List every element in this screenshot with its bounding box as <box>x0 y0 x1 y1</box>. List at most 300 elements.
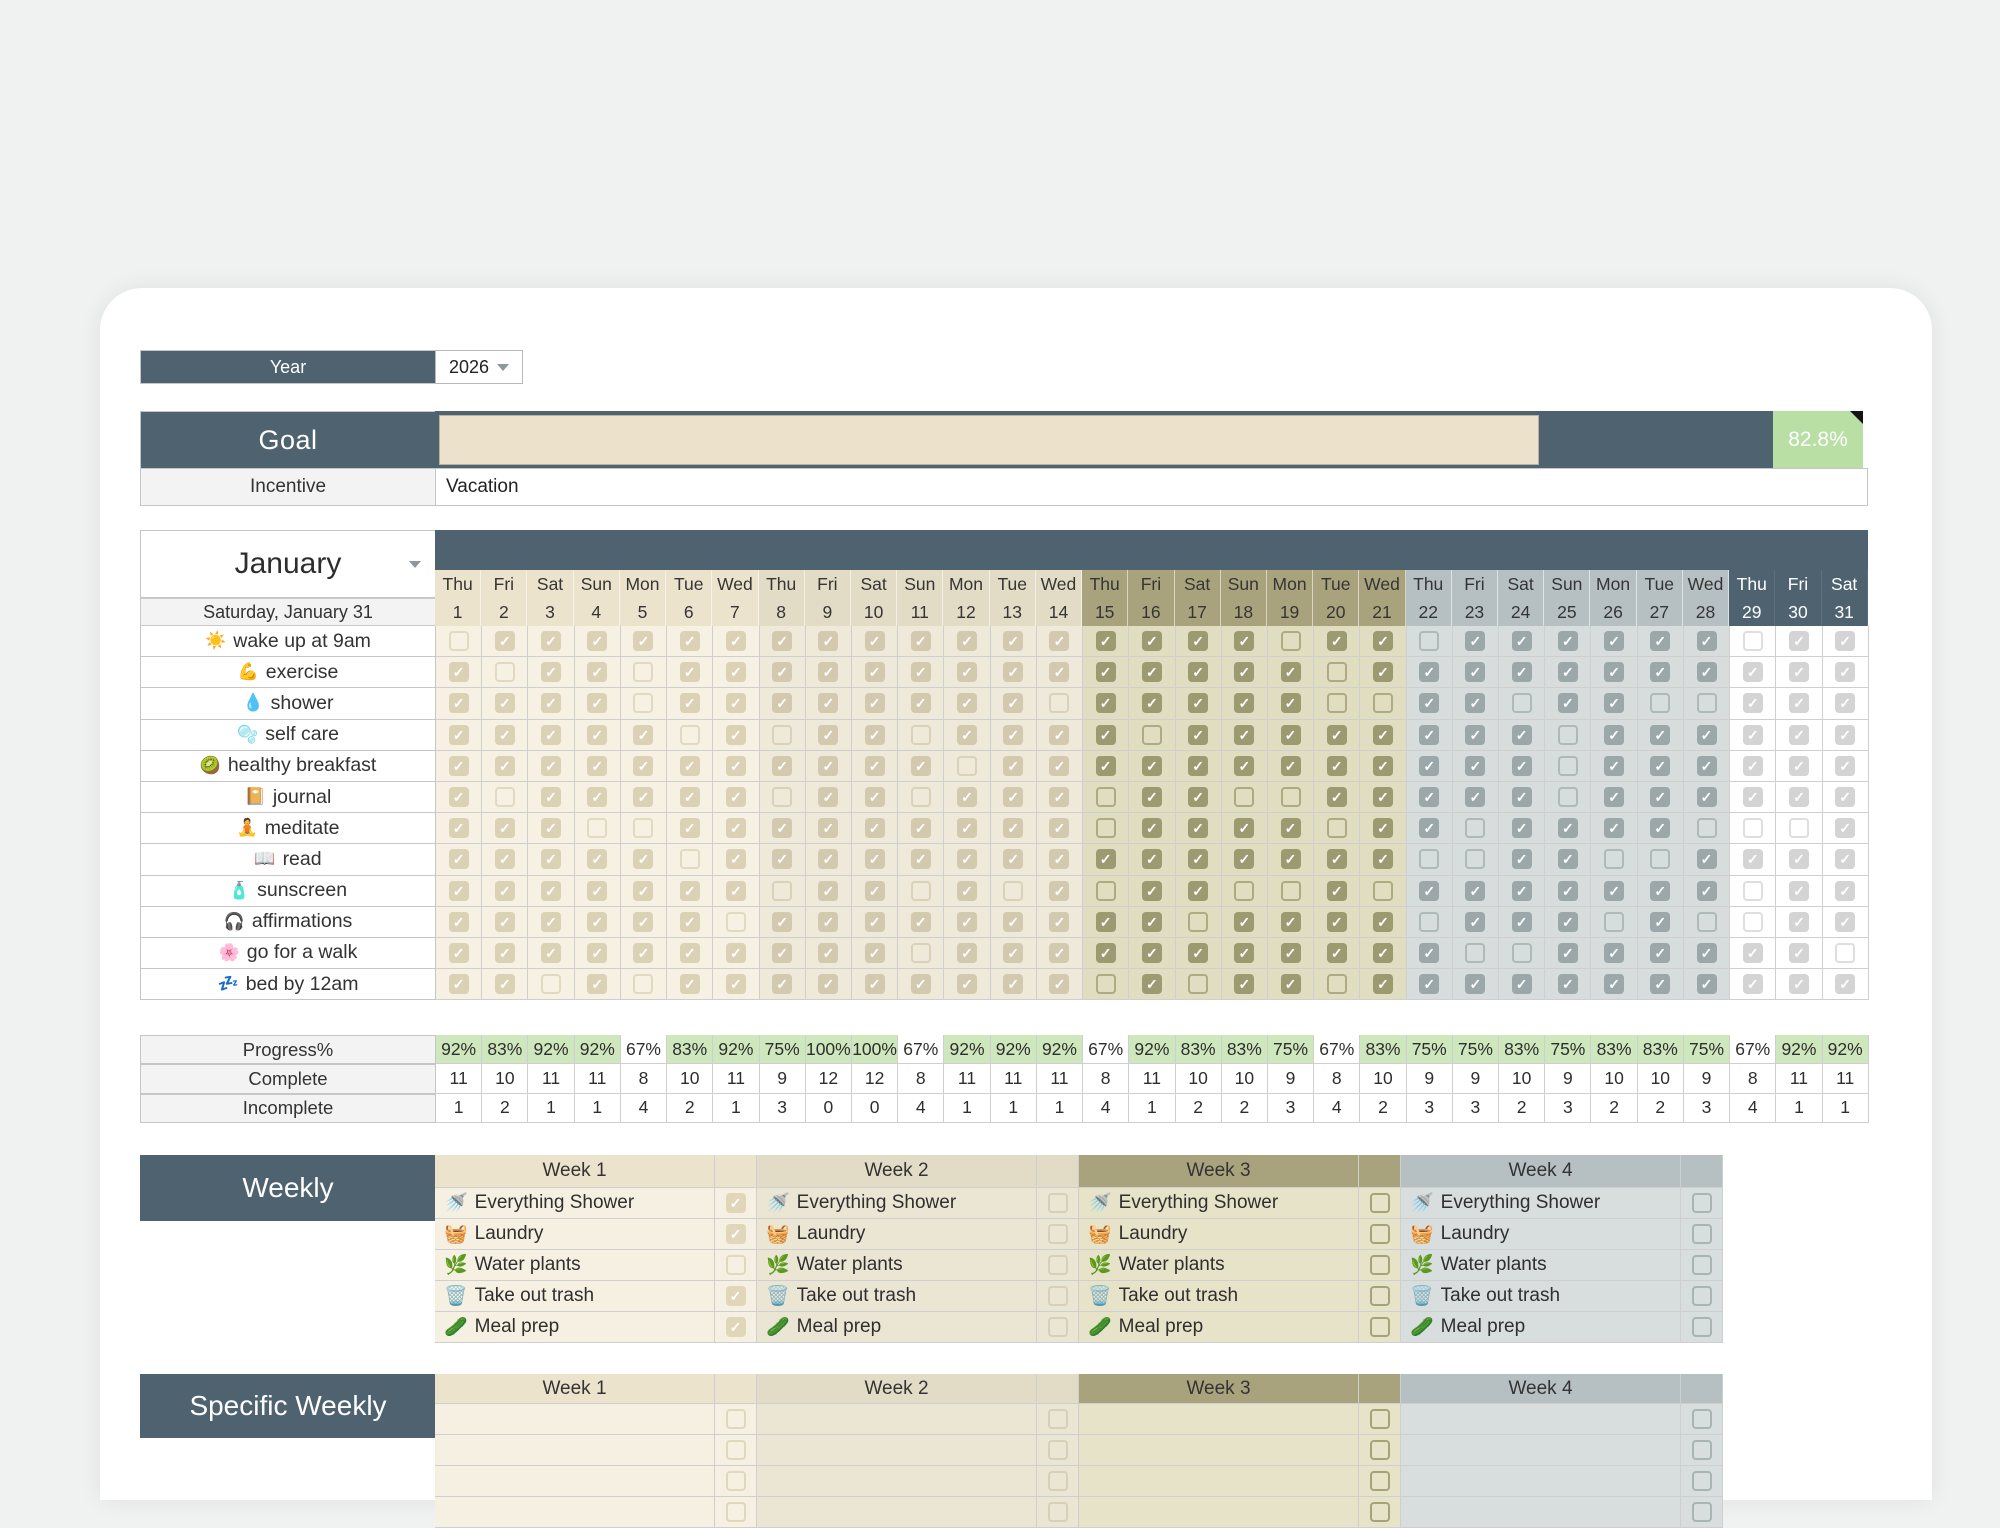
habit-checkbox[interactable]: ✓ <box>1650 974 1670 994</box>
habit-checkbox[interactable]: ✓ <box>1003 974 1023 994</box>
habit-checkbox[interactable]: ✓ <box>865 693 885 713</box>
habit-checkbox[interactable]: ✓ <box>1049 725 1069 745</box>
habit-checkbox[interactable]: ✓ <box>449 693 469 713</box>
habit-checkbox[interactable]: ✓ <box>1281 693 1301 713</box>
habit-checkbox[interactable]: ✓ <box>1234 818 1254 838</box>
specific-weekly-empty-cell[interactable] <box>1401 1404 1681 1435</box>
habit-checkbox[interactable]: ✓ <box>541 787 561 807</box>
specific-weekly-empty-cell[interactable] <box>757 1497 1037 1528</box>
habit-checkbox[interactable]: ✓ <box>1188 693 1208 713</box>
habit-checkbox[interactable]: ✓ <box>818 881 838 901</box>
habit-checkbox[interactable]: ✓ <box>1697 631 1717 651</box>
habit-checkbox[interactable] <box>1281 787 1301 807</box>
habit-checkbox[interactable]: ✓ <box>1188 881 1208 901</box>
habit-checkbox[interactable]: ✓ <box>818 943 838 963</box>
habit-checkbox[interactable] <box>1650 693 1670 713</box>
habit-checkbox[interactable]: ✓ <box>449 943 469 963</box>
habit-checkbox[interactable]: ✓ <box>1049 631 1069 651</box>
habit-checkbox[interactable]: ✓ <box>1835 849 1855 869</box>
habit-checkbox[interactable]: ✓ <box>1604 881 1624 901</box>
habit-checkbox[interactable]: ✓ <box>1373 756 1393 776</box>
habit-checkbox[interactable]: ✓ <box>1465 787 1485 807</box>
habit-checkbox[interactable] <box>449 631 469 651</box>
habit-checkbox[interactable]: ✓ <box>1604 693 1624 713</box>
habit-checkbox[interactable]: ✓ <box>1558 943 1578 963</box>
habit-checkbox[interactable]: ✓ <box>449 974 469 994</box>
specific-weekly-empty-cell[interactable] <box>435 1435 715 1466</box>
habit-checkbox[interactable]: ✓ <box>1650 631 1670 651</box>
habit-checkbox[interactable]: ✓ <box>587 881 607 901</box>
habit-checkbox[interactable]: ✓ <box>1327 787 1347 807</box>
habit-checkbox[interactable]: ✓ <box>495 974 515 994</box>
habit-checkbox[interactable]: ✓ <box>1650 818 1670 838</box>
specific-weekly-empty-cell[interactable] <box>435 1404 715 1435</box>
habit-checkbox[interactable] <box>1697 912 1717 932</box>
habit-checkbox[interactable]: ✓ <box>1835 881 1855 901</box>
habit-checkbox[interactable]: ✓ <box>726 943 746 963</box>
habit-checkbox[interactable]: ✓ <box>1743 693 1763 713</box>
habit-checkbox[interactable]: ✓ <box>1188 725 1208 745</box>
habit-checkbox[interactable] <box>957 756 977 776</box>
habit-checkbox[interactable]: ✓ <box>1835 787 1855 807</box>
habit-checkbox[interactable]: ✓ <box>726 631 746 651</box>
habit-checkbox[interactable] <box>1697 693 1717 713</box>
habit-checkbox[interactable] <box>1558 756 1578 776</box>
specific-weekly-empty-cell[interactable] <box>1401 1466 1681 1497</box>
habit-checkbox[interactable]: ✓ <box>1465 974 1485 994</box>
specific-weekly-empty-cell[interactable] <box>1079 1466 1359 1497</box>
habit-checkbox[interactable]: ✓ <box>1142 787 1162 807</box>
specific-weekly-checkbox[interactable] <box>726 1502 746 1522</box>
habit-checkbox[interactable]: ✓ <box>1327 725 1347 745</box>
habit-checkbox[interactable]: ✓ <box>818 787 838 807</box>
habit-checkbox[interactable]: ✓ <box>1697 787 1717 807</box>
habit-checkbox[interactable]: ✓ <box>1789 756 1809 776</box>
habit-checkbox[interactable]: ✓ <box>957 631 977 651</box>
habit-checkbox[interactable]: ✓ <box>1049 662 1069 682</box>
habit-checkbox[interactable]: ✓ <box>449 818 469 838</box>
month-dropdown[interactable] <box>140 530 436 598</box>
habit-checkbox[interactable] <box>1465 849 1485 869</box>
habit-checkbox[interactable]: ✓ <box>865 881 885 901</box>
habit-checkbox[interactable]: ✓ <box>957 818 977 838</box>
habit-checkbox[interactable]: ✓ <box>1465 662 1485 682</box>
habit-checkbox[interactable]: ✓ <box>1142 943 1162 963</box>
habit-checkbox[interactable]: ✓ <box>1096 849 1116 869</box>
habit-checkbox[interactable]: ✓ <box>1373 631 1393 651</box>
specific-weekly-checkbox[interactable] <box>1048 1502 1068 1522</box>
habit-checkbox[interactable]: ✓ <box>1142 974 1162 994</box>
habit-checkbox[interactable]: ✓ <box>1697 974 1717 994</box>
habit-checkbox[interactable]: ✓ <box>1234 974 1254 994</box>
habit-checkbox[interactable]: ✓ <box>818 693 838 713</box>
habit-checkbox[interactable]: ✓ <box>495 631 515 651</box>
habit-checkbox[interactable]: ✓ <box>1465 725 1485 745</box>
habit-checkbox[interactable] <box>1743 631 1763 651</box>
habit-checkbox[interactable]: ✓ <box>633 881 653 901</box>
habit-checkbox[interactable]: ✓ <box>1835 662 1855 682</box>
habit-checkbox[interactable]: ✓ <box>1465 693 1485 713</box>
habit-checkbox[interactable]: ✓ <box>680 787 700 807</box>
specific-weekly-checkbox[interactable] <box>1370 1471 1390 1491</box>
habit-checkbox[interactable]: ✓ <box>1234 662 1254 682</box>
habit-checkbox[interactable]: ✓ <box>1373 725 1393 745</box>
habit-checkbox[interactable]: ✓ <box>541 943 561 963</box>
habit-checkbox[interactable]: ✓ <box>1327 943 1347 963</box>
habit-checkbox[interactable]: ✓ <box>1003 787 1023 807</box>
habit-checkbox[interactable]: ✓ <box>449 662 469 682</box>
habit-checkbox[interactable]: ✓ <box>1743 662 1763 682</box>
habit-checkbox[interactable] <box>1327 818 1347 838</box>
habit-checkbox[interactable]: ✓ <box>1650 912 1670 932</box>
habit-checkbox[interactable] <box>1003 881 1023 901</box>
habit-checkbox[interactable]: ✓ <box>449 725 469 745</box>
habit-checkbox[interactable]: ✓ <box>772 662 792 682</box>
habit-checkbox[interactable]: ✓ <box>865 818 885 838</box>
habit-checkbox[interactable]: ✓ <box>1188 756 1208 776</box>
habit-checkbox[interactable]: ✓ <box>1512 662 1532 682</box>
habit-checkbox[interactable]: ✓ <box>1142 662 1162 682</box>
specific-weekly-checkbox[interactable] <box>1048 1471 1068 1491</box>
habit-checkbox[interactable]: ✓ <box>449 849 469 869</box>
habit-checkbox[interactable] <box>1419 849 1439 869</box>
habit-checkbox[interactable]: ✓ <box>495 693 515 713</box>
habit-checkbox[interactable]: ✓ <box>911 631 931 651</box>
habit-checkbox[interactable] <box>1789 818 1809 838</box>
habit-checkbox[interactable]: ✓ <box>1142 756 1162 776</box>
habit-checkbox[interactable]: ✓ <box>541 818 561 838</box>
habit-checkbox[interactable]: ✓ <box>1465 631 1485 651</box>
habit-checkbox[interactable]: ✓ <box>495 818 515 838</box>
habit-checkbox[interactable]: ✓ <box>818 912 838 932</box>
habit-checkbox[interactable]: ✓ <box>1049 818 1069 838</box>
habit-checkbox[interactable]: ✓ <box>1373 943 1393 963</box>
habit-checkbox[interactable]: ✓ <box>1003 725 1023 745</box>
habit-checkbox[interactable]: ✓ <box>1188 631 1208 651</box>
habit-checkbox[interactable]: ✓ <box>865 912 885 932</box>
specific-weekly-checkbox[interactable] <box>726 1409 746 1429</box>
specific-weekly-checkbox[interactable] <box>1692 1471 1712 1491</box>
habit-checkbox[interactable]: ✓ <box>1743 787 1763 807</box>
habit-checkbox[interactable] <box>1327 974 1347 994</box>
habit-checkbox[interactable]: ✓ <box>1512 756 1532 776</box>
habit-checkbox[interactable]: ✓ <box>1096 725 1116 745</box>
habit-checkbox[interactable]: ✓ <box>1697 881 1717 901</box>
habit-checkbox[interactable]: ✓ <box>1558 818 1578 838</box>
habit-checkbox[interactable]: ✓ <box>1142 631 1162 651</box>
habit-checkbox[interactable] <box>1697 818 1717 838</box>
habit-checkbox[interactable]: ✓ <box>818 725 838 745</box>
weekly-checkbox[interactable] <box>1048 1224 1068 1244</box>
weekly-checkbox[interactable] <box>1370 1193 1390 1213</box>
specific-weekly-empty-cell[interactable] <box>1079 1435 1359 1466</box>
habit-checkbox[interactable]: ✓ <box>1142 849 1162 869</box>
habit-checkbox[interactable]: ✓ <box>633 631 653 651</box>
habit-checkbox[interactable]: ✓ <box>495 912 515 932</box>
habit-checkbox[interactable] <box>1096 881 1116 901</box>
habit-checkbox[interactable]: ✓ <box>1650 881 1670 901</box>
habit-checkbox[interactable]: ✓ <box>1465 881 1485 901</box>
habit-checkbox[interactable]: ✓ <box>865 631 885 651</box>
habit-checkbox[interactable]: ✓ <box>1419 756 1439 776</box>
habit-checkbox[interactable]: ✓ <box>1373 818 1393 838</box>
habit-checkbox[interactable]: ✓ <box>1096 756 1116 776</box>
year-dropdown[interactable] <box>435 350 523 384</box>
habit-checkbox[interactable]: ✓ <box>1789 943 1809 963</box>
habit-checkbox[interactable]: ✓ <box>865 943 885 963</box>
habit-checkbox[interactable]: ✓ <box>1558 693 1578 713</box>
habit-checkbox[interactable]: ✓ <box>957 787 977 807</box>
habit-checkbox[interactable]: ✓ <box>1789 725 1809 745</box>
habit-checkbox[interactable]: ✓ <box>1003 693 1023 713</box>
habit-checkbox[interactable]: ✓ <box>1743 974 1763 994</box>
habit-checkbox[interactable]: ✓ <box>1512 881 1532 901</box>
habit-checkbox[interactable]: ✓ <box>1234 725 1254 745</box>
habit-checkbox[interactable]: ✓ <box>587 756 607 776</box>
habit-checkbox[interactable] <box>1281 631 1301 651</box>
habit-checkbox[interactable]: ✓ <box>1419 881 1439 901</box>
habit-checkbox[interactable]: ✓ <box>818 756 838 776</box>
habit-checkbox[interactable]: ✓ <box>1188 818 1208 838</box>
habit-checkbox[interactable] <box>1512 693 1532 713</box>
habit-checkbox[interactable]: ✓ <box>1835 693 1855 713</box>
habit-checkbox[interactable] <box>1096 787 1116 807</box>
habit-checkbox[interactable]: ✓ <box>449 912 469 932</box>
habit-checkbox[interactable]: ✓ <box>1373 974 1393 994</box>
habit-checkbox[interactable]: ✓ <box>1697 662 1717 682</box>
specific-weekly-checkbox[interactable] <box>1692 1440 1712 1460</box>
habit-checkbox[interactable]: ✓ <box>1743 849 1763 869</box>
habit-checkbox[interactable] <box>633 818 653 838</box>
habit-checkbox[interactable]: ✓ <box>1049 756 1069 776</box>
habit-checkbox[interactable]: ✓ <box>726 818 746 838</box>
habit-checkbox[interactable]: ✓ <box>1419 943 1439 963</box>
specific-weekly-checkbox[interactable] <box>1692 1502 1712 1522</box>
habit-checkbox[interactable]: ✓ <box>957 912 977 932</box>
weekly-checkbox[interactable] <box>1048 1193 1068 1213</box>
habit-checkbox[interactable] <box>495 787 515 807</box>
habit-checkbox[interactable]: ✓ <box>1512 725 1532 745</box>
habit-checkbox[interactable]: ✓ <box>1188 662 1208 682</box>
habit-checkbox[interactable]: ✓ <box>772 693 792 713</box>
habit-checkbox[interactable] <box>1604 912 1624 932</box>
habit-checkbox[interactable]: ✓ <box>1604 756 1624 776</box>
habit-checkbox[interactable]: ✓ <box>1281 974 1301 994</box>
habit-checkbox[interactable] <box>911 787 931 807</box>
habit-checkbox[interactable]: ✓ <box>1558 662 1578 682</box>
habit-checkbox[interactable]: ✓ <box>495 943 515 963</box>
habit-checkbox[interactable]: ✓ <box>587 631 607 651</box>
habit-checkbox[interactable]: ✓ <box>1142 881 1162 901</box>
specific-weekly-empty-cell[interactable] <box>757 1435 1037 1466</box>
habit-checkbox[interactable]: ✓ <box>1558 881 1578 901</box>
habit-checkbox[interactable]: ✓ <box>1096 631 1116 651</box>
weekly-checkbox[interactable] <box>1692 1317 1712 1337</box>
habit-checkbox[interactable]: ✓ <box>1512 912 1532 932</box>
habit-checkbox[interactable]: ✓ <box>495 725 515 745</box>
weekly-checkbox[interactable]: ✓ <box>726 1193 746 1213</box>
habit-checkbox[interactable]: ✓ <box>957 849 977 869</box>
habit-checkbox[interactable] <box>1650 849 1670 869</box>
habit-checkbox[interactable]: ✓ <box>633 849 653 869</box>
specific-weekly-empty-cell[interactable] <box>757 1466 1037 1497</box>
habit-checkbox[interactable]: ✓ <box>1096 912 1116 932</box>
habit-checkbox[interactable]: ✓ <box>1003 849 1023 869</box>
habit-checkbox[interactable]: ✓ <box>587 787 607 807</box>
habit-checkbox[interactable]: ✓ <box>911 693 931 713</box>
habit-checkbox[interactable]: ✓ <box>1234 631 1254 651</box>
habit-checkbox[interactable]: ✓ <box>680 662 700 682</box>
specific-weekly-empty-cell[interactable] <box>757 1404 1037 1435</box>
habit-checkbox[interactable]: ✓ <box>1419 818 1439 838</box>
habit-checkbox[interactable]: ✓ <box>911 974 931 994</box>
habit-checkbox[interactable]: ✓ <box>772 943 792 963</box>
habit-checkbox[interactable]: ✓ <box>1003 756 1023 776</box>
habit-checkbox[interactable]: ✓ <box>1743 943 1763 963</box>
habit-checkbox[interactable]: ✓ <box>1327 756 1347 776</box>
habit-checkbox[interactable]: ✓ <box>1835 818 1855 838</box>
habit-checkbox[interactable]: ✓ <box>587 912 607 932</box>
habit-checkbox[interactable]: ✓ <box>1281 662 1301 682</box>
habit-checkbox[interactable]: ✓ <box>680 693 700 713</box>
habit-checkbox[interactable]: ✓ <box>1188 787 1208 807</box>
habit-checkbox[interactable]: ✓ <box>1650 943 1670 963</box>
weekly-checkbox[interactable]: ✓ <box>726 1224 746 1244</box>
habit-checkbox[interactable]: ✓ <box>633 725 653 745</box>
habit-checkbox[interactable]: ✓ <box>1142 912 1162 932</box>
habit-checkbox[interactable]: ✓ <box>1003 943 1023 963</box>
habit-checkbox[interactable]: ✓ <box>957 974 977 994</box>
habit-checkbox[interactable]: ✓ <box>1697 943 1717 963</box>
goal-progress-bar[interactable] <box>435 411 1773 469</box>
habit-checkbox[interactable]: ✓ <box>1650 662 1670 682</box>
habit-checkbox[interactable]: ✓ <box>1789 912 1809 932</box>
habit-checkbox[interactable]: ✓ <box>911 818 931 838</box>
habit-checkbox[interactable]: ✓ <box>1281 849 1301 869</box>
weekly-checkbox[interactable] <box>1370 1317 1390 1337</box>
specific-weekly-checkbox[interactable] <box>1692 1409 1712 1429</box>
habit-checkbox[interactable]: ✓ <box>680 974 700 994</box>
habit-checkbox[interactable]: ✓ <box>1049 943 1069 963</box>
habit-checkbox[interactable]: ✓ <box>1419 974 1439 994</box>
habit-checkbox[interactable]: ✓ <box>1789 693 1809 713</box>
habit-checkbox[interactable]: ✓ <box>1650 756 1670 776</box>
weekly-checkbox[interactable] <box>1370 1286 1390 1306</box>
habit-checkbox[interactable]: ✓ <box>1604 725 1624 745</box>
specific-weekly-checkbox[interactable] <box>726 1440 746 1460</box>
habit-checkbox[interactable]: ✓ <box>633 912 653 932</box>
weekly-checkbox[interactable] <box>1692 1193 1712 1213</box>
habit-checkbox[interactable]: ✓ <box>1234 912 1254 932</box>
weekly-checkbox[interactable] <box>726 1255 746 1275</box>
habit-checkbox[interactable]: ✓ <box>1835 631 1855 651</box>
habit-checkbox[interactable] <box>772 881 792 901</box>
habit-checkbox[interactable]: ✓ <box>772 974 792 994</box>
habit-checkbox[interactable] <box>1743 912 1763 932</box>
specific-weekly-checkbox[interactable] <box>1370 1409 1390 1429</box>
habit-checkbox[interactable]: ✓ <box>1419 725 1439 745</box>
habit-checkbox[interactable]: ✓ <box>1558 974 1578 994</box>
habit-checkbox[interactable]: ✓ <box>495 849 515 869</box>
habit-checkbox[interactable]: ✓ <box>680 881 700 901</box>
habit-checkbox[interactable]: ✓ <box>680 943 700 963</box>
habit-checkbox[interactable]: ✓ <box>587 849 607 869</box>
habit-checkbox[interactable] <box>911 943 931 963</box>
habit-checkbox[interactable]: ✓ <box>957 725 977 745</box>
habit-checkbox[interactable]: ✓ <box>726 693 746 713</box>
habit-checkbox[interactable] <box>1373 693 1393 713</box>
habit-checkbox[interactable]: ✓ <box>957 662 977 682</box>
habit-checkbox[interactable] <box>772 725 792 745</box>
habit-checkbox[interactable]: ✓ <box>1558 912 1578 932</box>
habit-checkbox[interactable]: ✓ <box>1373 912 1393 932</box>
habit-checkbox[interactable]: ✓ <box>1604 662 1624 682</box>
habit-checkbox[interactable]: ✓ <box>1835 725 1855 745</box>
habit-checkbox[interactable]: ✓ <box>541 881 561 901</box>
habit-checkbox[interactable]: ✓ <box>633 943 653 963</box>
habit-checkbox[interactable]: ✓ <box>1604 974 1624 994</box>
habit-checkbox[interactable]: ✓ <box>1789 881 1809 901</box>
habit-checkbox[interactable]: ✓ <box>1049 974 1069 994</box>
habit-checkbox[interactable]: ✓ <box>541 662 561 682</box>
specific-weekly-checkbox[interactable] <box>726 1471 746 1491</box>
habit-checkbox[interactable]: ✓ <box>726 756 746 776</box>
habit-checkbox[interactable] <box>680 725 700 745</box>
habit-checkbox[interactable]: ✓ <box>541 849 561 869</box>
specific-weekly-empty-cell[interactable] <box>435 1466 715 1497</box>
habit-checkbox[interactable]: ✓ <box>1512 787 1532 807</box>
specific-weekly-checkbox[interactable] <box>1370 1440 1390 1460</box>
habit-checkbox[interactable]: ✓ <box>1465 756 1485 776</box>
habit-checkbox[interactable] <box>1142 725 1162 745</box>
habit-checkbox[interactable]: ✓ <box>1049 849 1069 869</box>
habit-checkbox[interactable]: ✓ <box>1327 849 1347 869</box>
habit-checkbox[interactable] <box>1465 818 1485 838</box>
habit-checkbox[interactable]: ✓ <box>680 631 700 651</box>
specific-weekly-empty-cell[interactable] <box>1079 1404 1359 1435</box>
habit-checkbox[interactable]: ✓ <box>1049 787 1069 807</box>
habit-checkbox[interactable]: ✓ <box>1234 756 1254 776</box>
habit-checkbox[interactable] <box>1234 787 1254 807</box>
specific-weekly-empty-cell[interactable] <box>1401 1497 1681 1528</box>
habit-checkbox[interactable]: ✓ <box>865 974 885 994</box>
habit-checkbox[interactable]: ✓ <box>1142 818 1162 838</box>
habit-checkbox[interactable]: ✓ <box>865 849 885 869</box>
habit-checkbox[interactable] <box>1419 631 1439 651</box>
weekly-checkbox[interactable] <box>1370 1224 1390 1244</box>
habit-checkbox[interactable]: ✓ <box>680 912 700 932</box>
habit-checkbox[interactable]: ✓ <box>726 881 746 901</box>
habit-checkbox[interactable] <box>1327 662 1347 682</box>
habit-checkbox[interactable]: ✓ <box>1604 787 1624 807</box>
habit-checkbox[interactable]: ✓ <box>1697 725 1717 745</box>
weekly-checkbox[interactable] <box>1692 1224 1712 1244</box>
habit-checkbox[interactable] <box>633 662 653 682</box>
habit-checkbox[interactable]: ✓ <box>1373 662 1393 682</box>
habit-checkbox[interactable]: ✓ <box>818 818 838 838</box>
weekly-checkbox[interactable] <box>1692 1255 1712 1275</box>
habit-checkbox[interactable]: ✓ <box>1697 756 1717 776</box>
habit-checkbox[interactable]: ✓ <box>680 756 700 776</box>
habit-checkbox[interactable]: ✓ <box>1003 818 1023 838</box>
habit-checkbox[interactable]: ✓ <box>1512 631 1532 651</box>
weekly-checkbox[interactable]: ✓ <box>726 1317 746 1337</box>
habit-checkbox[interactable] <box>1512 943 1532 963</box>
habit-checkbox[interactable]: ✓ <box>1789 631 1809 651</box>
habit-checkbox[interactable]: ✓ <box>911 756 931 776</box>
habit-checkbox[interactable]: ✓ <box>1650 725 1670 745</box>
habit-checkbox[interactable]: ✓ <box>1604 631 1624 651</box>
